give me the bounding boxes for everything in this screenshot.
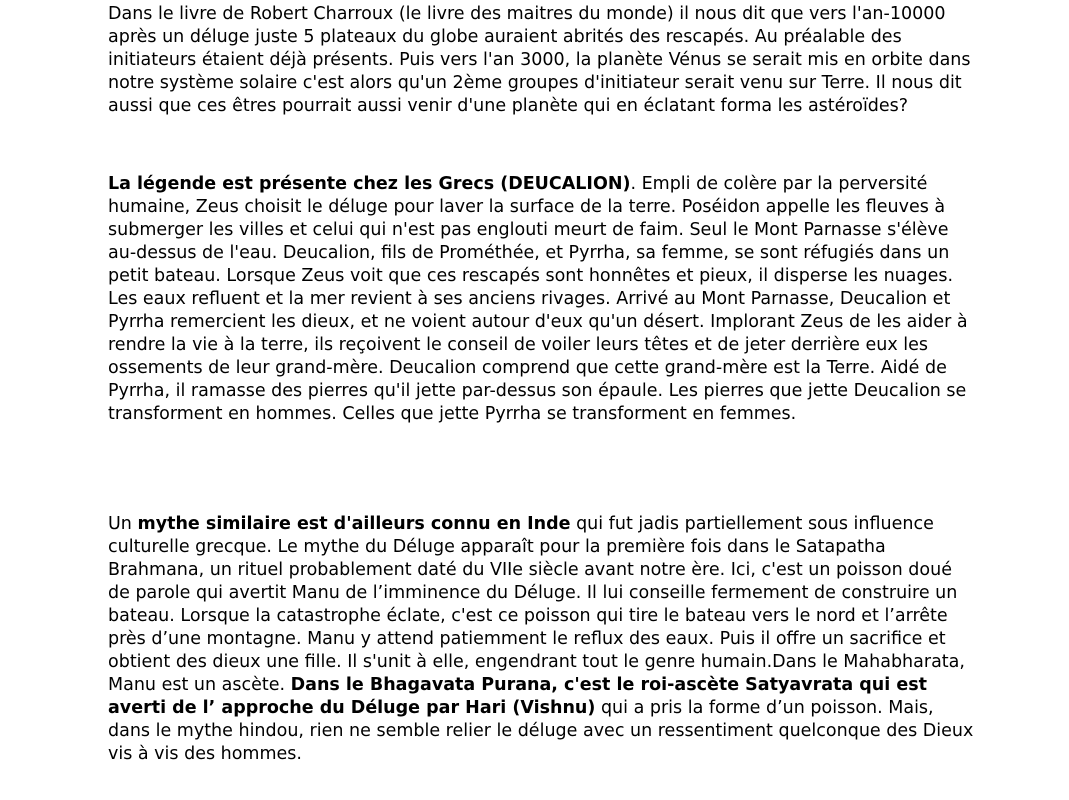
greek-legend-text: . Empli de colère par la perversité humaine, Zeus choisit le déluge pour laver la surface de la terre. Poséidon appelle les fleuves à submerger les villes et celui qui n'est pas englouti meurt de faim. Seul le Mont Parnasse s'élève au-dessus de l'eau. Deucalion, fils de Prométhée, et Pyrrha, sa femme, se sont réfugiés dans un petit bateau. Lorsque Zeus voit que ces rescapés sont honnêtes et pieux, il disperse les nuages. Les eaux refluent et la mer revient à ses anciens rivages. Arrivé au Mont Parnasse, Deucalion et Pyrrha remercient les dieux, et ne voient autour d'eux qu'un désert. Implorant Zeus de les aider à rendre la vie à la terre, ils reçoivent le conseil de voiler leurs têtes et de jeter derrière eux les ossements de leur grand-mère. Deucalion comprend que cette grand-mère est la Terre. Aidé de Pyrrha, il ramasse des pierres qu'il jette par-dessus son épaule. Les pierres que jette Deucalion se transforment en hommes. Celles que jette Pyrrha se transforment en femmes.: [108, 174, 968, 424]
paragraph-charroux: [108, 3, 978, 118]
indian-myth-text-2: qui a pris la forme d’un poisson. Mais, dans le mythe hindou, rien ne semble relier le déluge avec un ressentiment quelconque des Dieux vis à vis des hommes.: [108, 698, 974, 764]
paragraph-indian-myth: [108, 513, 978, 766]
indian-myth-text-1: qui fut jadis partiellement sous influence culturelle grecque. Le mythe du Déluge apparaît pour la première fois dans le Satapatha Brahmana, un rituel probablement daté du VIIe siècle avant notre ère. Ici, c'est un poisson doué de parole qui avertit Manu de l’imminence du Déluge. Il lui conseille fermement de construire un bateau. Lorsque la catastrophe éclate, c'est ce poisson qui tire le bateau vers le nord et l’arrête près d’une montagne. Manu y attend patiemment le reflux des eaux. Puis il offre un sacrifice et obtient des dieux une fille. Il s'unit à elle, engendrant tout le genre humain.Dans le Mahabharata, Manu est un ascète.: [108, 514, 965, 695]
indian-myth-bold-bhagavata: Dans le Bhagavata Purana, c'est le roi-ascète Satyavrata qui est averti de l’ approche du Déluge par Hari (Vishnu): [108, 675, 928, 718]
greek-legend-heading: La légende est présente chez les Grecs (DEUCALION): [108, 174, 631, 194]
indian-myth-lead: Un: [108, 514, 138, 534]
paragraph-charroux-text: Dans le livre de Robert Charroux (le livre des maitres du monde) il nous dit que vers l'an-10000 après un déluge juste 5 plateaux du globe auraient abrités des rescapés. Au préalable des initiateurs étaient déjà présents. Puis vers l'an 3000, la planète Vénus se serait mis en orbite dans notre système solaire c'est alors qu'un 2ème groupes d'initiateur serait venu sur Terre. Il nous dit aussi que ces êtres pourrait aussi venir d'une planète qui en éclatant forma les astéroïdes?: [108, 4, 971, 116]
indian-myth-bold-intro: mythe similaire est d'ailleurs connu en Inde: [137, 514, 571, 534]
paragraph-greek-legend: [108, 173, 978, 426]
